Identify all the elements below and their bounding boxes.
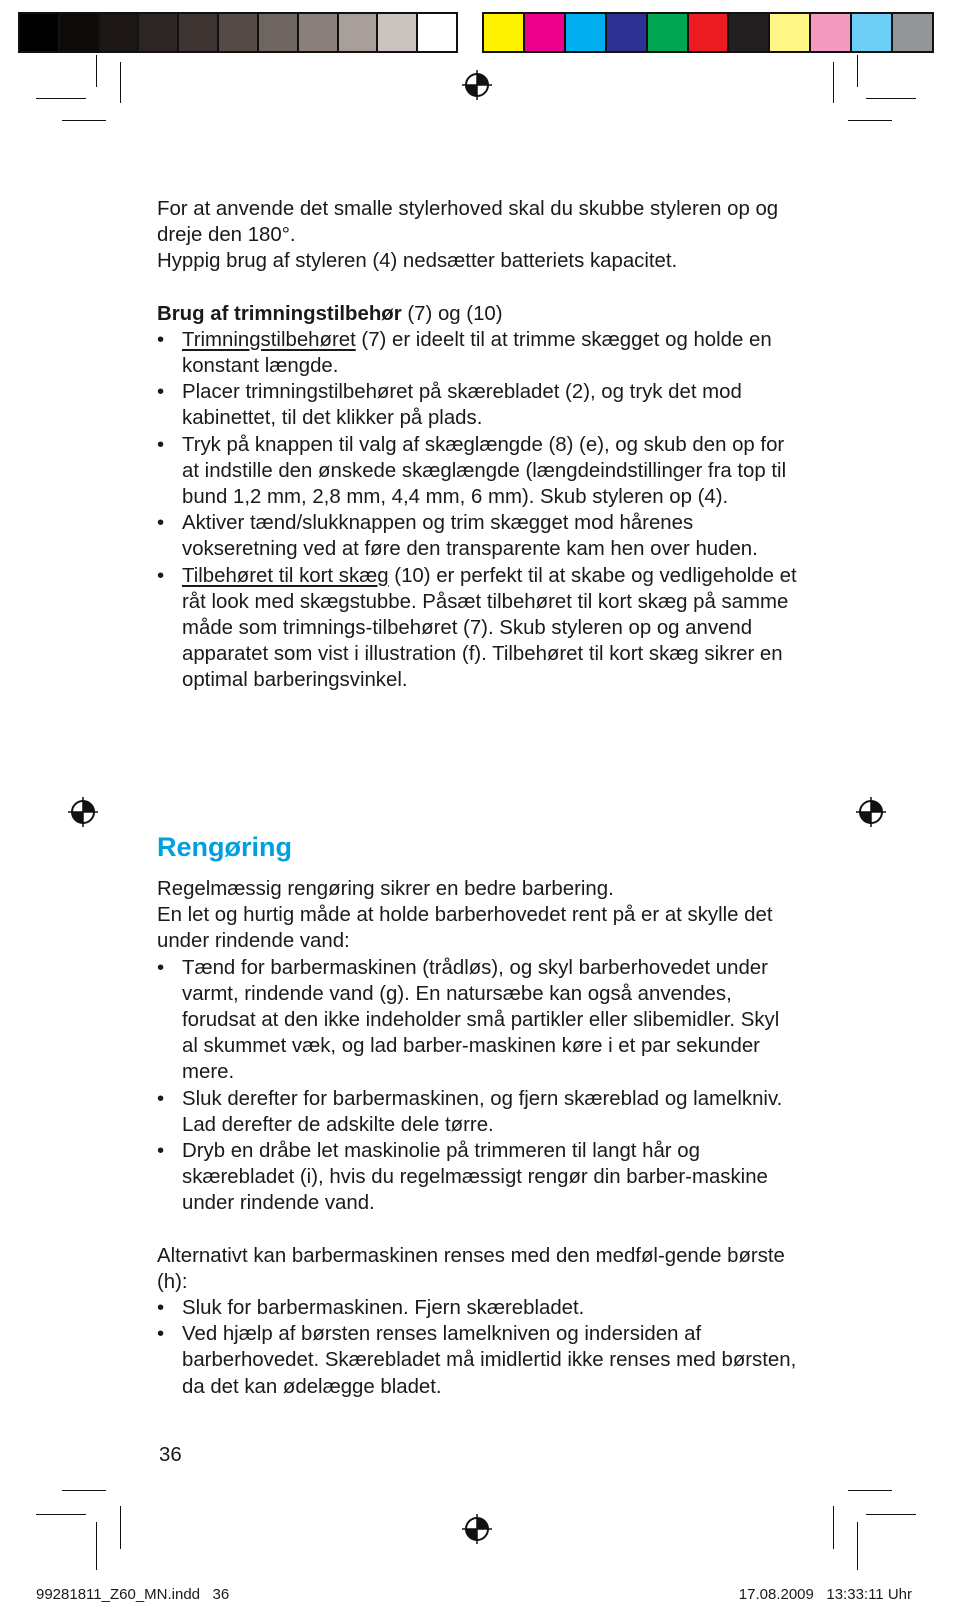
- list-item: • Dryb en dråbe let maskinolie på trimmeren til langt hår og skærebladet (i), hvis du regelmæssigt rengør din barber-maskine under rindende vand.: [157, 1138, 797, 1217]
- crop-mark: [848, 1490, 892, 1491]
- crop-mark: [36, 98, 86, 99]
- gray-swatch: [259, 14, 299, 51]
- term-link: Tilbehøret til kort skæg: [182, 564, 389, 587]
- gray-swatch: [20, 14, 60, 51]
- registration-mark-icon: [462, 70, 492, 100]
- intro-paragraph: Hyppig brug af styleren (4) nedsætter batteriets kapacitet.: [157, 250, 678, 273]
- trim-list: [157, 327, 797, 694]
- color-swatch: [607, 14, 648, 51]
- registration-mark-icon: [68, 797, 98, 827]
- list-item: [157, 327, 797, 379]
- crop-mark: [96, 55, 97, 87]
- cleaning-paragraph: Alternativt kan barbermaskinen renses med den medføl-gende børste (h):: [157, 1244, 785, 1293]
- crop-mark: [96, 1522, 97, 1570]
- list-item: [157, 563, 797, 694]
- registration-mark-icon: [856, 797, 886, 827]
- gray-swatch: [60, 14, 100, 51]
- color-swatch: [525, 14, 566, 51]
- crop-mark: [833, 1506, 834, 1549]
- cleaning-list: [157, 955, 797, 1217]
- list-item: • Sluk for barbermaskinen. Fjern skærebladet.: [157, 1295, 797, 1321]
- crop-mark: [62, 1490, 106, 1491]
- color-swatch: [484, 14, 525, 51]
- crop-mark: [848, 120, 892, 121]
- color-swatch: [811, 14, 852, 51]
- list-item-text: (10) er perfekt til at skabe og vedligeholde et råt look med skægstubbe. Påsæt tilbehøret til kort skæg på samme måde som trimnings-tilbehøret (7). Skub styleren op og anvend apparatet som vist i illustration (f). Tilbehøret til kort skæg sikrer en optimal barberingsvinkel.: [182, 564, 797, 692]
- cleaning-heading: Rengøring: [157, 832, 292, 862]
- crop-mark: [866, 1514, 916, 1515]
- intro-paragraph: For at anvende det smalle stylerhoved skal du skubbe styleren op og dreje den 180°.: [157, 198, 779, 247]
- slug-filename: 99281811_Z60_MN.indd 36: [36, 1586, 230, 1603]
- crop-mark: [866, 98, 916, 99]
- brush-list: [157, 1295, 797, 1400]
- trim-subheading: [157, 301, 797, 327]
- list-item: • Sluk derefter for barbermaskinen, og fjern skæreblad og lamelkniv. Lad derefter de adskilte dele tørre.: [157, 1086, 797, 1138]
- list-item: [157, 379, 797, 431]
- list-item-text: (7) er ideelt til at trimme skægget og holde en konstant længde.: [182, 328, 772, 378]
- registration-mark-icon: [462, 1514, 492, 1544]
- list-item-text: Aktiver tænd/slukknappen og trim skægget mod hårenes vokseretning ved at føre den transparente kam hen over huden.: [182, 512, 758, 561]
- cleaning-section: [157, 876, 797, 1400]
- gray-swatch: [179, 14, 219, 51]
- color-swatch: [729, 14, 770, 51]
- crop-mark: [857, 55, 858, 87]
- crop-mark: [833, 62, 834, 103]
- crop-mark: [36, 1514, 86, 1515]
- gray-swatch: [219, 14, 259, 51]
- gray-swatch: [378, 14, 418, 51]
- gray-swatch: [299, 14, 339, 51]
- list-item: [157, 432, 797, 511]
- gray-swatch: [139, 14, 179, 51]
- color-swatch: [770, 14, 811, 51]
- crop-mark: [62, 120, 106, 121]
- color-swatch: [689, 14, 730, 51]
- color-swatch: [648, 14, 689, 51]
- gray-swatch: [100, 14, 140, 51]
- slug-timestamp: 17.08.2009 13:33:11 Uhr: [738, 1586, 912, 1603]
- term-link: Trimningstilbehøret: [182, 328, 356, 351]
- list-item: • Tænd for barbermaskinen (trådløs), og skyl barberhovedet under varmt, rindende vand (g). En natursæbe kan også anvendes, forudsat at den ikke indeholder små partikler eller slibemidler. Skyl al skummet væk, og lad barber-maskinen køre i et par sekunder mere.: [157, 955, 797, 1086]
- gray-swatch: [339, 14, 379, 51]
- cleaning-paragraph: Regelmæssig rengøring sikrer en bedre barbering.: [157, 878, 614, 900]
- trim-subheading-rest: (7) og (10): [401, 302, 503, 325]
- list-item-text: Placer trimningstilbehøret på skærebladet (2), og tryk det mod kabinettet, til det klikker på plads.: [182, 381, 742, 430]
- cleaning-paragraph: En let og hurtig måde at holde barberhovedet rent på er at skylle det under rindende vand:: [157, 904, 773, 953]
- trimming-section: [157, 196, 797, 694]
- process-color-bar: [482, 12, 934, 53]
- crop-mark: [857, 1522, 858, 1570]
- trim-subheading-bold: Brug af trimningstilbehør: [157, 302, 402, 325]
- list-item: [157, 510, 797, 562]
- list-item: • Ved hjælp af børsten renses lamelkniven og indersiden af barberhovedet. Skærebladet må imidlertid ikke renses med børsten, da det kan ødelægge bladet.: [157, 1321, 797, 1400]
- crop-mark: [120, 62, 121, 103]
- crop-mark: [120, 1506, 121, 1549]
- color-swatch: [893, 14, 932, 51]
- color-swatch: [566, 14, 607, 51]
- color-swatch: [852, 14, 893, 51]
- gray-swatch: [418, 14, 456, 51]
- page-number: 36: [159, 1444, 182, 1466]
- list-item-text: Tryk på knappen til valg af skæglængde (8) (e), og skub den op for at indstille den ønskede skæglængde (længdeindstillinger fra top til bund 1,2 mm, 2,8 mm, 4,4 mm, 6 mm). Skub styleren op (4).: [182, 433, 787, 509]
- grayscale-color-bar: [18, 12, 458, 53]
